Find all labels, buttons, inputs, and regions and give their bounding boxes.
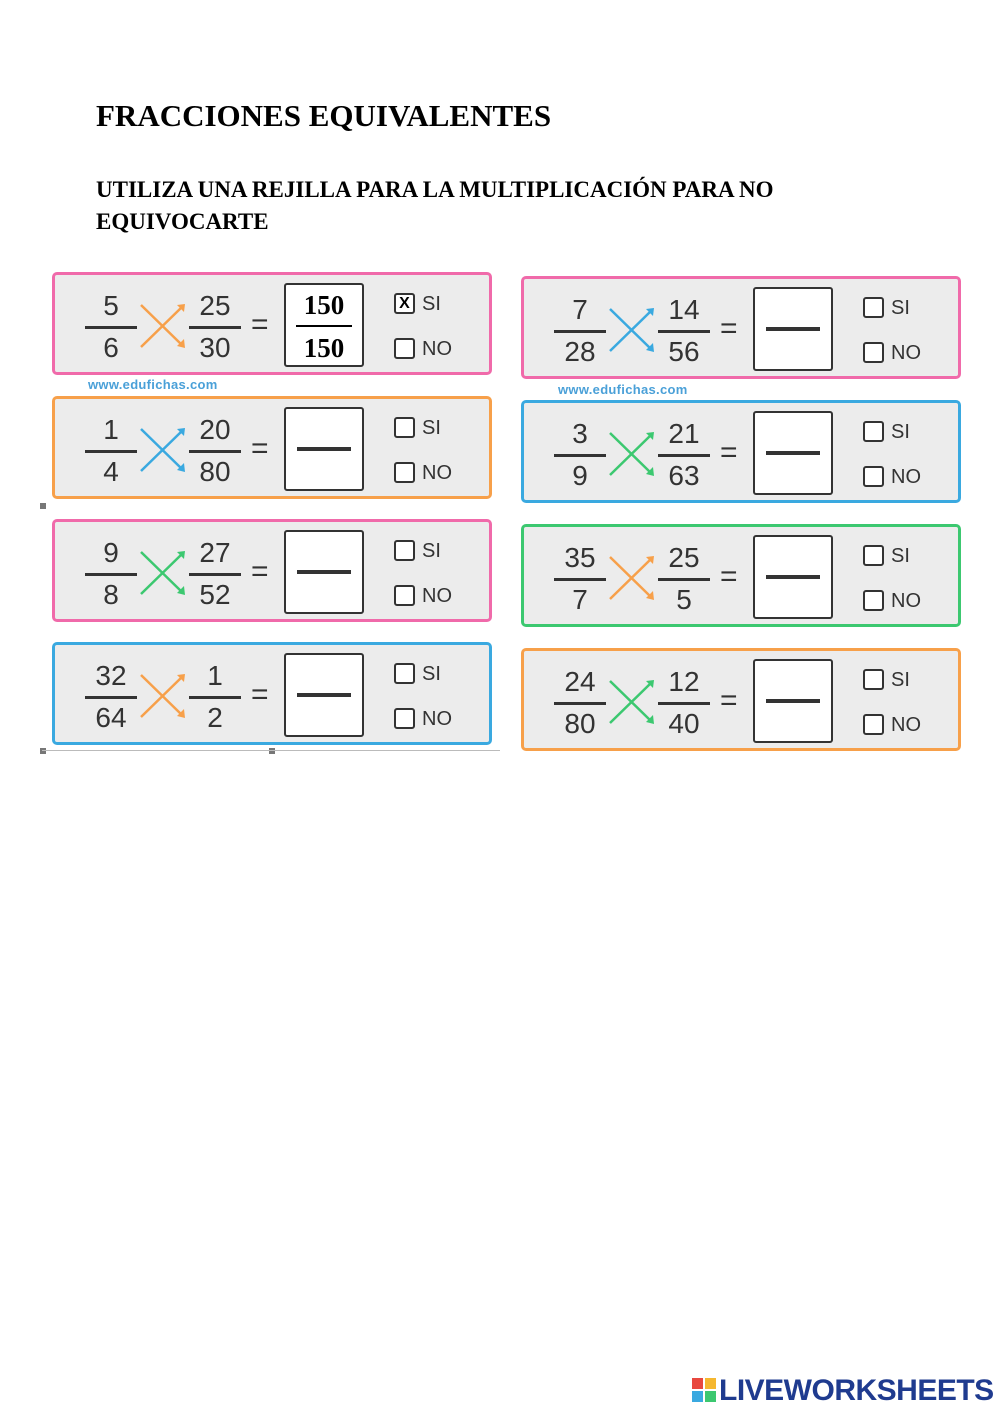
numerator: 24 <box>564 666 596 697</box>
option-si-checkbox[interactable] <box>394 417 415 438</box>
denominator: 28 <box>564 336 596 367</box>
denominator: 64 <box>95 702 127 733</box>
numerator: 35 <box>564 542 596 573</box>
option-no-label: NO <box>422 708 452 730</box>
numerator: 1 <box>103 414 119 445</box>
fraction-bar <box>658 330 710 333</box>
watermark: www.edufichas.com <box>88 377 218 392</box>
fraction-right <box>187 409 243 489</box>
fraction-right <box>187 285 243 365</box>
fraction-bar <box>85 573 137 576</box>
fraction-bar <box>554 702 606 705</box>
denominator: 30 <box>199 332 231 363</box>
numerator: 27 <box>199 537 231 568</box>
denominator: 7 <box>572 584 588 615</box>
answer-bar <box>297 570 351 574</box>
fraction-bar <box>554 454 606 457</box>
denominator: 2 <box>207 702 223 733</box>
option-no-label: NO <box>891 466 921 488</box>
option-si-checkbox[interactable] <box>863 545 884 566</box>
answer-bar <box>766 451 820 455</box>
denominator: 80 <box>199 456 231 487</box>
fraction-bar <box>658 702 710 705</box>
logo-grid-icon <box>692 1378 716 1402</box>
fraction-left <box>83 409 139 489</box>
equals-sign: = <box>720 684 738 717</box>
option-si-checkbox[interactable] <box>394 663 415 684</box>
denominator: 56 <box>668 336 700 367</box>
numerator: 12 <box>668 666 700 697</box>
option-no-checkbox[interactable] <box>863 714 884 735</box>
option-no-label: NO <box>891 714 921 736</box>
numerator: 7 <box>572 294 588 325</box>
brand-name: LIVEWORKSHEETS <box>719 1374 994 1407</box>
exercise-card-3 <box>52 519 492 622</box>
fraction-left <box>552 413 608 493</box>
exercise-card-5 <box>521 276 961 379</box>
answer-box[interactable] <box>753 411 833 495</box>
option-si-checkbox[interactable]: X <box>394 293 415 314</box>
denominator: 52 <box>199 579 231 610</box>
fraction-bar <box>658 578 710 581</box>
fraction-right <box>187 532 243 612</box>
option-no-label: NO <box>891 342 921 364</box>
denominator: 9 <box>572 460 588 491</box>
numerator: 25 <box>668 542 700 573</box>
option-si-label: SI <box>891 421 910 443</box>
option-si-label: SI <box>891 669 910 691</box>
fraction-left <box>83 285 139 365</box>
numerator: 21 <box>668 418 700 449</box>
numerator: 14 <box>668 294 700 325</box>
fraction-bar <box>554 330 606 333</box>
fraction-right <box>187 655 243 735</box>
option-si-label: SI <box>422 540 441 562</box>
option-si-label: SI <box>422 663 441 685</box>
image-bottom-edge <box>42 750 500 751</box>
denominator: 8 <box>103 579 119 610</box>
resize-handle[interactable] <box>269 748 275 754</box>
answer-box[interactable] <box>284 407 364 491</box>
numerator: 9 <box>103 537 119 568</box>
option-si-checkbox[interactable] <box>863 297 884 318</box>
denominator: 6 <box>103 332 119 363</box>
option-no-label: NO <box>422 462 452 484</box>
answer-bar <box>766 327 820 331</box>
fraction-right <box>656 537 712 617</box>
resize-handle[interactable] <box>40 503 46 509</box>
exercise-card-4 <box>52 642 492 745</box>
exercise-card-7 <box>521 524 961 627</box>
exercise-card-8 <box>521 648 961 751</box>
option-no-checkbox[interactable] <box>863 466 884 487</box>
denominator: 63 <box>668 460 700 491</box>
denominator: 4 <box>103 456 119 487</box>
option-no-checkbox[interactable] <box>863 590 884 611</box>
option-no-checkbox[interactable] <box>394 338 415 359</box>
option-no-checkbox[interactable] <box>394 462 415 483</box>
fraction-right <box>656 661 712 741</box>
answer-bar <box>297 693 351 697</box>
fraction-bar <box>658 454 710 457</box>
cross-multiply-icon <box>606 553 658 603</box>
equals-sign: = <box>251 555 269 588</box>
instructions: UTILIZA UNA REJILLA PARA LA MULTIPLICACIÓN PARA NO EQUIVOCARTE <box>96 177 774 234</box>
answer-box[interactable] <box>753 659 833 743</box>
fraction-bar <box>189 573 241 576</box>
equals-sign: = <box>251 308 269 341</box>
equals-sign: = <box>720 560 738 593</box>
answer-box[interactable] <box>284 530 364 614</box>
answer-bar <box>296 325 352 327</box>
cross-multiply-icon <box>137 671 189 721</box>
equals-sign: = <box>720 436 738 469</box>
numerator: 32 <box>95 660 127 691</box>
denominator: 5 <box>676 584 692 615</box>
equals-sign: = <box>720 312 738 345</box>
cross-multiply-icon <box>137 425 189 475</box>
exercise-card-1 <box>52 272 492 375</box>
numerator: 25 <box>199 290 231 321</box>
fraction-bar <box>189 326 241 329</box>
cross-multiply-icon <box>606 305 658 355</box>
watermark: www.edufichas.com <box>558 382 688 397</box>
fraction-left <box>83 532 139 612</box>
answer-box[interactable] <box>284 283 364 367</box>
option-si-label: SI <box>422 417 441 439</box>
resize-handle[interactable] <box>40 748 46 754</box>
answer-bar <box>297 447 351 451</box>
option-si-checkbox[interactable] <box>863 669 884 690</box>
fraction-right <box>656 289 712 369</box>
option-si-label: SI <box>891 545 910 567</box>
option-no-checkbox[interactable] <box>863 342 884 363</box>
fraction-bar <box>85 450 137 453</box>
answer-box[interactable] <box>753 535 833 619</box>
fraction-left <box>552 661 608 741</box>
cross-multiply-icon <box>137 301 189 351</box>
fraction-right <box>656 413 712 493</box>
equals-sign: = <box>251 432 269 465</box>
option-si-checkbox[interactable] <box>394 540 415 561</box>
option-no-label: NO <box>422 338 452 360</box>
fraction-left <box>552 289 608 369</box>
answer-box[interactable] <box>284 653 364 737</box>
fraction-left <box>552 537 608 617</box>
fraction-left <box>83 655 139 735</box>
cross-multiply-icon <box>137 548 189 598</box>
option-si-label: SI <box>891 297 910 319</box>
answer-denominator: 150 <box>303 333 345 363</box>
option-no-checkbox[interactable] <box>394 708 415 729</box>
fraction-bar <box>554 578 606 581</box>
answer-box[interactable] <box>753 287 833 371</box>
option-si-checkbox[interactable] <box>863 421 884 442</box>
exercise-card-2 <box>52 396 492 499</box>
cross-multiply-icon <box>606 429 658 479</box>
denominator: 80 <box>564 708 596 739</box>
exercise-card-6 <box>521 400 961 503</box>
equals-sign: = <box>251 678 269 711</box>
fraction-bar <box>85 326 137 329</box>
answer-numerator: 150 <box>303 290 345 320</box>
numerator: 5 <box>103 290 119 321</box>
option-no-checkbox[interactable] <box>394 585 415 606</box>
numerator: 1 <box>207 660 223 691</box>
option-no-label: NO <box>891 590 921 612</box>
answer-bar <box>766 575 820 579</box>
fraction-bar <box>189 696 241 699</box>
cross-multiply-icon <box>606 677 658 727</box>
fraction-bar <box>85 696 137 699</box>
numerator: 3 <box>572 418 588 449</box>
denominator: 40 <box>668 708 700 739</box>
page-title: FRACCIONES EQUIVALENTES <box>96 98 552 133</box>
option-si-label: SI <box>422 293 441 315</box>
fraction-bar <box>189 450 241 453</box>
option-no-label: NO <box>422 585 452 607</box>
numerator: 20 <box>199 414 231 445</box>
answer-bar <box>766 699 820 703</box>
